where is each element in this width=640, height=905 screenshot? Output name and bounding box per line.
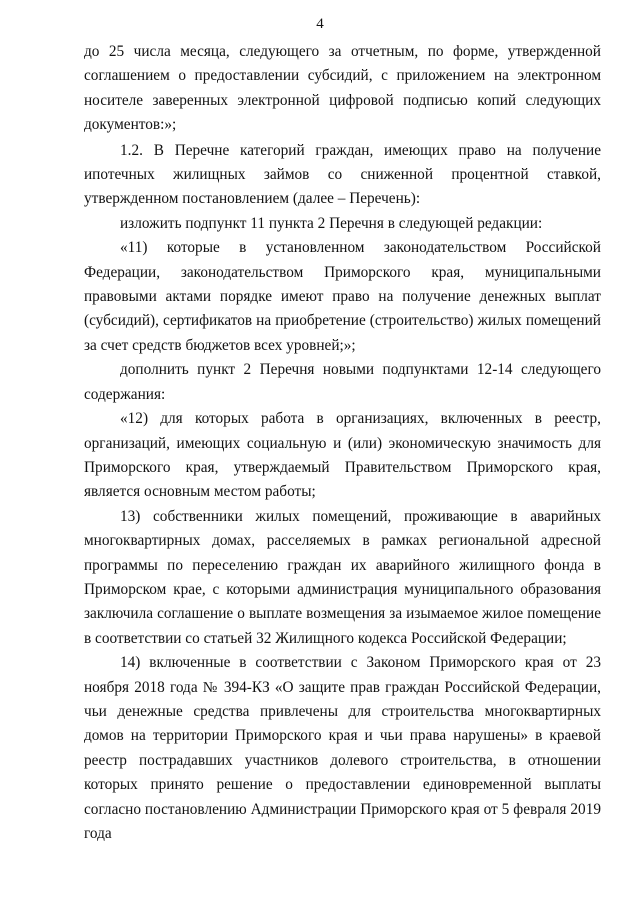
paragraph-subitem-13: 13) собственники жилых помещений, проживающие в аварийных многоквартирных домах, расселяемых в рамках региональной адресной программы по переселению граждан их аварийного жилищного фонда в Приморском крае, с которыми администрация муниципального образования заключила соглашение о выплате возмещения за изымаемое жилое помещение в соответствии со статьей 32 Жилищного кодекса Российской Федерации; xyxy=(84,507,601,647)
paragraph-subitem-14: 14) включенные в соответствии с Законом Приморского края от 23 ноября 2018 года № 394-КЗ «О защите прав граждан Российской Федерации, чьи денежные средства привлечены для строительства многоквартирных домов на территории Приморского края и чьи права нарушены» в краевой реестр пострадавших участников долевого строительства, в отношении которых принято решение о предоставлении единовременной выплаты согласно постановлению Администрации Приморского края от 5 февраля 2019 года xyxy=(84,654,601,842)
page-number: 4 xyxy=(316,16,324,32)
document-body xyxy=(84,40,601,846)
paragraph-subitem-11: «11) которые в установленном законодательством Российской Федерации, законодательством Приморского края, муниципальными правовыми актами порядке имеют право на получение денежных выплат (субсидий), сертификатов на приобретение (строительство) жилых помещений за счет средств бюджетов всех уровней;»; xyxy=(84,239,601,354)
paragraph-subitem-12: «12) для которых работа в организациях, включенных в реестр, организаций, имеющих социальную и (или) экономическую значимость для Приморского края, утверждаемый Правительством Приморского края, является основным местом работы; xyxy=(84,410,601,501)
paragraph-amend-subitem-11: изложить подпункт 11 пункта 2 Перечня в следующей редакции: xyxy=(120,214,543,232)
paragraph-clause-1-2: 1.2. В Перечне категорий граждан, имеющих право на получение ипотечных жилищных займов со сниженной процентной ставкой, утвержденном постановлением (далее – Перечень): xyxy=(84,141,601,208)
paragraph-continuation: до 25 числа месяца, следующего за отчетным, по форме, утвержденной соглашением о предоставлении субсидий, с приложением на электронном носителе заверенных электронной цифровой подписью копий следующих документов:»; xyxy=(84,43,601,134)
paragraph-add-subitems: дополнить пункт 2 Перечня новыми подпунктами 12-14 следующего содержания: xyxy=(84,361,601,403)
